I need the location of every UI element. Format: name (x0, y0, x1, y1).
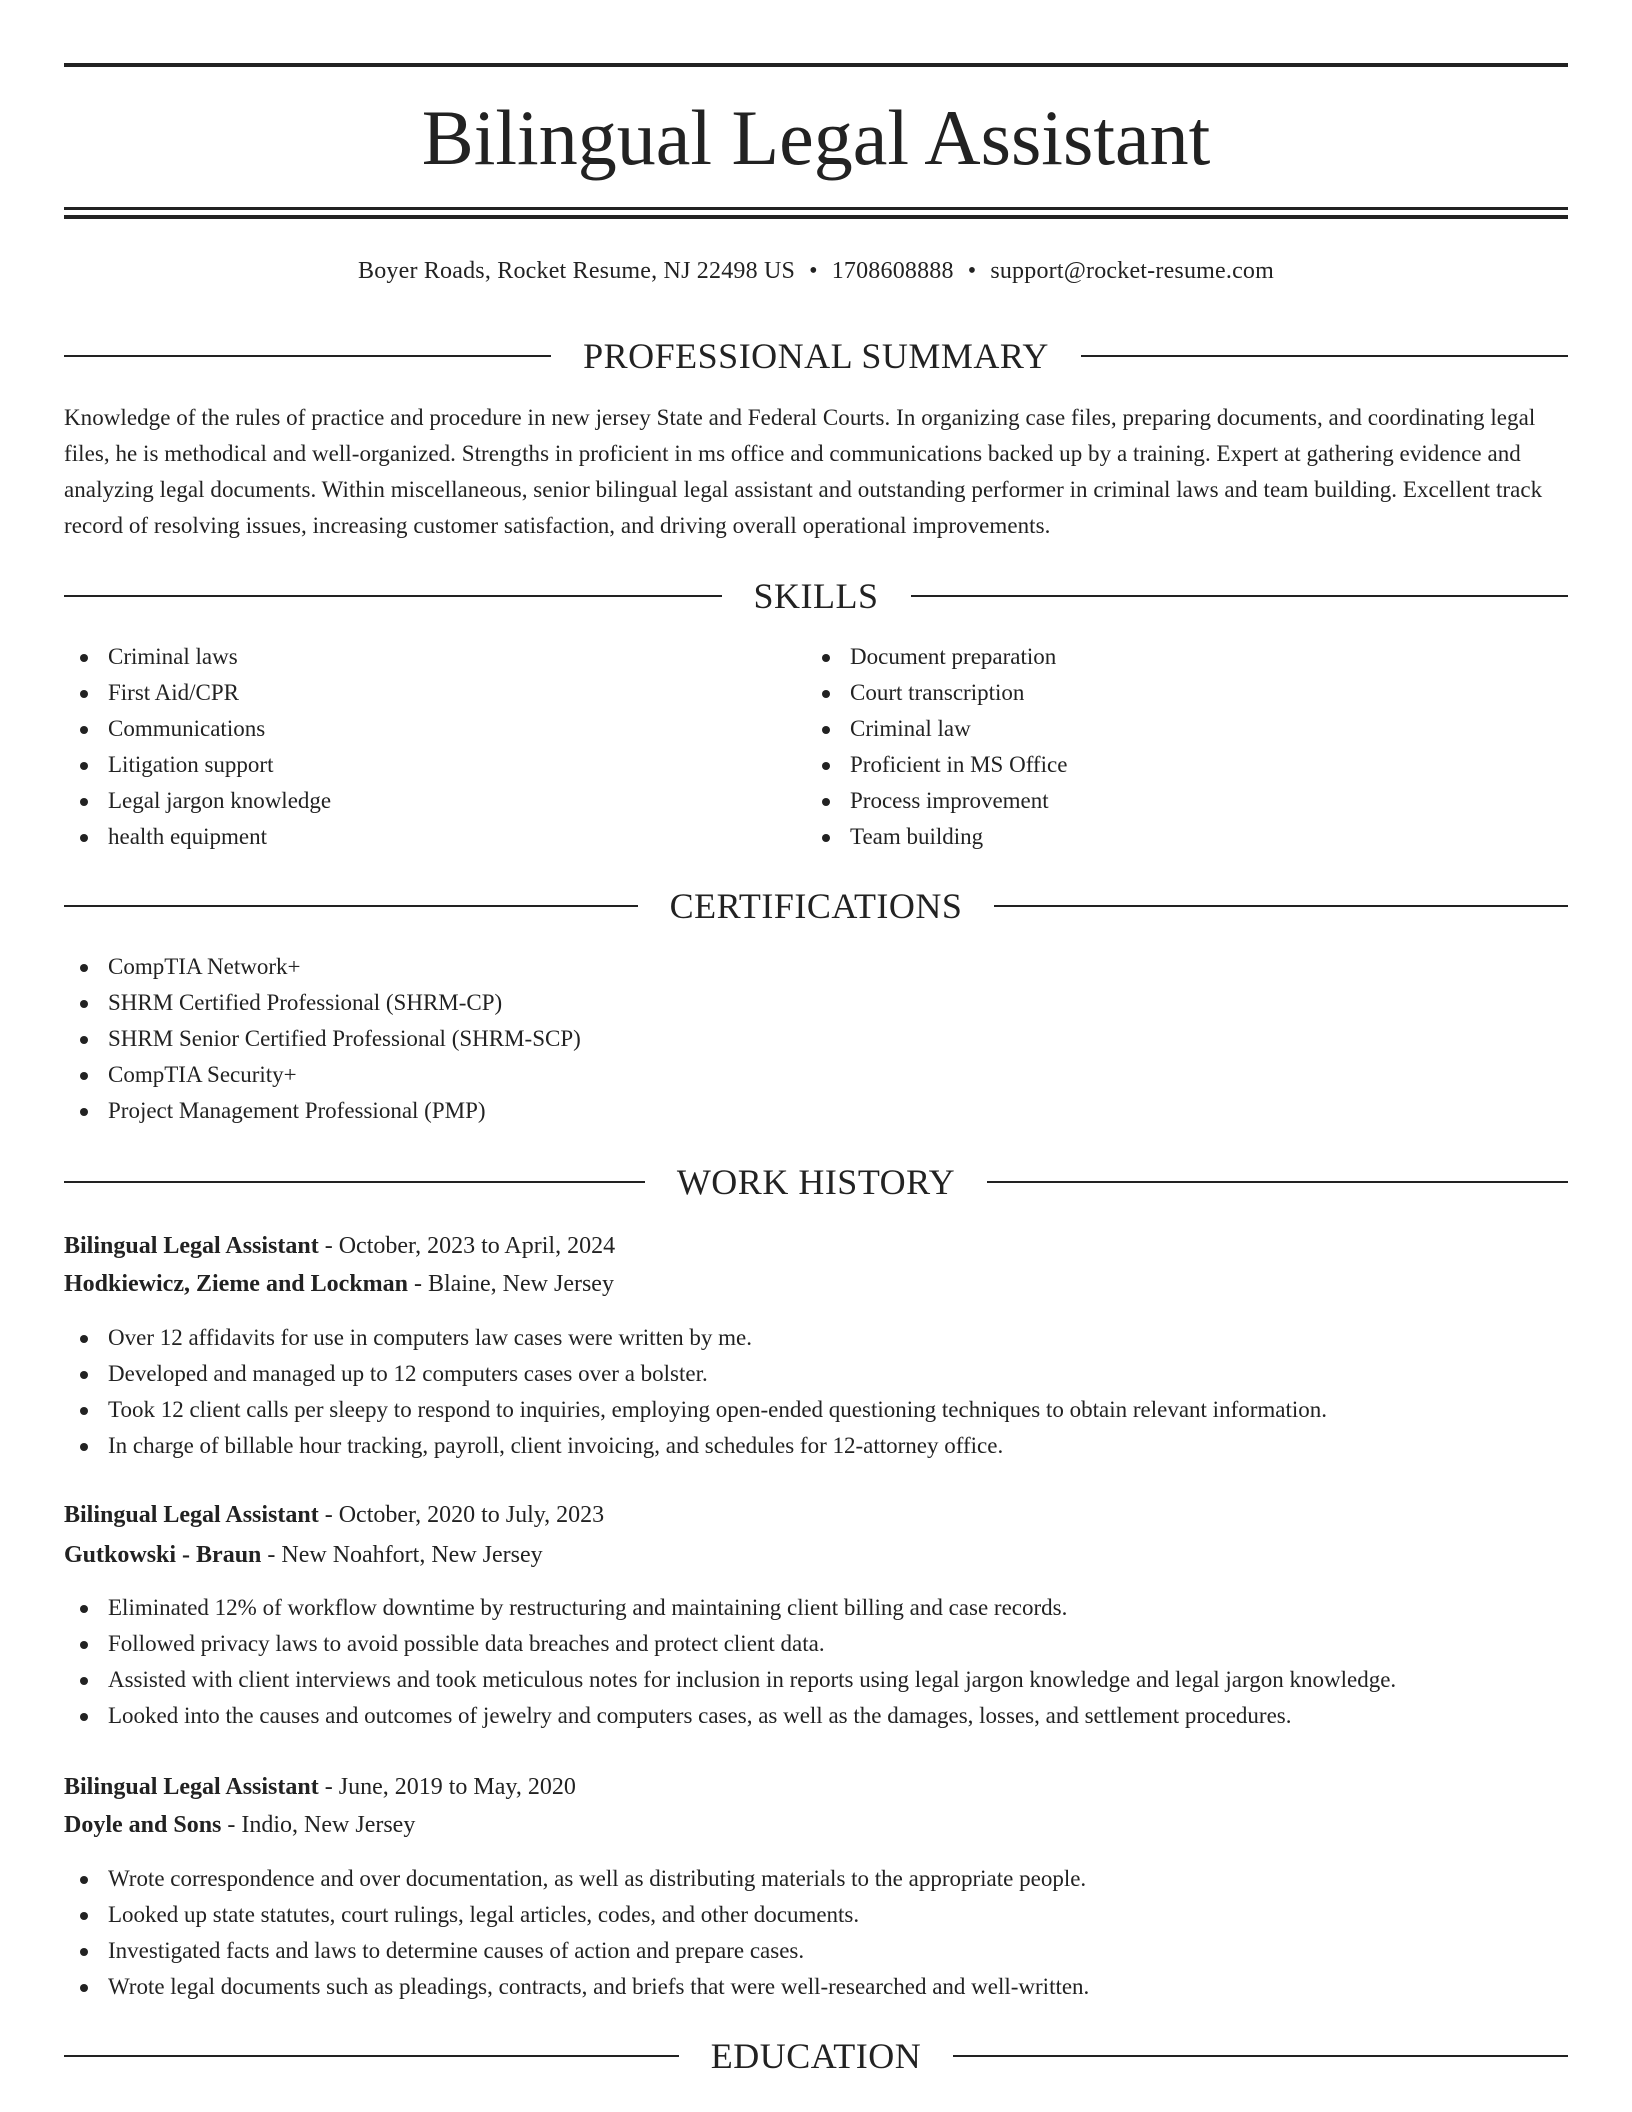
job-location: - Indio, New Jersey (221, 1812, 416, 1838)
job-bullet: Developed and managed up to 12 computers cases over a bolster. (64, 1356, 1568, 1392)
skill-item: Team building (806, 819, 1546, 855)
divider-line (64, 1181, 645, 1183)
job-company: Gutkowski - Braun (64, 1542, 262, 1568)
job-bullets (64, 1861, 1568, 2005)
contact-phone: 1708608888 (831, 258, 954, 284)
job-title: Bilingual Legal Assistant (64, 1774, 319, 1800)
job-company-line (64, 1807, 1568, 1843)
top-rule (64, 63, 1568, 67)
skill-item: Document preparation (806, 639, 1546, 675)
job-bullet: Wrote legal documents such as pleadings, contracts, and briefs that were well-researched and well-written. (64, 1969, 1568, 2005)
skill-item: health equipment (64, 819, 804, 855)
certifications-list (64, 949, 1568, 1129)
skills-list-left (64, 639, 804, 855)
skill-item: Court transcription (806, 675, 1546, 711)
job-location: - Blaine, New Jersey (408, 1271, 614, 1297)
section-header-summary (64, 334, 1568, 378)
title-double-rule-bottom (64, 215, 1568, 219)
job-dates: - October, 2023 to April, 2024 (318, 1233, 616, 1259)
section-title-certifications: CERTIFICATIONS (669, 886, 963, 926)
job-bullet: Eliminated 12% of workflow downtime by restructuring and maintaining client billing and case records. (64, 1590, 1568, 1626)
job-bullet: Took 12 client calls per sleepy to respond to inquiries, employing open-ended questioning techniques to obtain relevant information. (64, 1392, 1568, 1428)
divider-line (987, 1181, 1568, 1183)
job-bullets (64, 1590, 1568, 1734)
resume-title: Bilingual Legal Assistant (421, 94, 1211, 181)
section-header-education (64, 2034, 1568, 2078)
section-title-summary: PROFESSIONAL SUMMARY (583, 336, 1049, 376)
section-header-skills (64, 574, 1568, 618)
job-title-line (64, 1769, 1568, 1805)
job-bullet: Looked into the causes and outcomes of jewelry and computers cases, as well as the damages, losses, and settlement procedures. (64, 1698, 1568, 1734)
job-dates: - October, 2020 to July, 2023 (318, 1502, 605, 1528)
job-bullet: Investigated facts and laws to determine causes of action and prepare cases. (64, 1933, 1568, 1969)
divider-line (994, 905, 1568, 907)
job-company-line (64, 1537, 1568, 1573)
section-header-work (64, 1160, 1568, 1204)
skill-item: Communications (64, 711, 804, 747)
job-bullet: Over 12 affidavits for use in computers law cases were written by me. (64, 1320, 1568, 1356)
job-dates: - June, 2019 to May, 2020 (318, 1774, 576, 1800)
certification-item: CompTIA Network+ (64, 949, 1568, 985)
section-title-skills: SKILLS (753, 576, 879, 616)
divider-line (953, 2055, 1568, 2057)
job-title: Bilingual Legal Assistant (64, 1502, 319, 1528)
job-title-line (64, 1228, 1568, 1264)
certification-item: CompTIA Security+ (64, 1057, 1568, 1093)
job-bullet: In charge of billable hour tracking, payroll, client invoicing, and schedules for 12-attorney office. (64, 1428, 1568, 1464)
title-double-rule-top (64, 207, 1568, 210)
certification-item: Project Management Professional (PMP) (64, 1093, 1568, 1129)
skill-item: Legal jargon knowledge (64, 783, 804, 819)
skill-item: Proficient in MS Office (806, 747, 1546, 783)
skill-item: Litigation support (64, 747, 804, 783)
job-title-line (64, 1497, 1568, 1533)
contact-line (64, 254, 1568, 288)
job-bullet: Assisted with client interviews and took meticulous notes for inclusion in reports using legal jargon knowledge and legal jargon knowledge. (64, 1662, 1568, 1698)
section-title-work: WORK HISTORY (676, 1162, 956, 1202)
skill-item: Criminal laws (64, 639, 804, 675)
contact-address: Boyer Roads, Rocket Resume, NJ 22498 US (357, 258, 796, 284)
certification-item: SHRM Senior Certified Professional (SHRM-SCP) (64, 1021, 1568, 1057)
divider-line (64, 595, 722, 597)
skill-item: Criminal law (806, 711, 1546, 747)
job-bullet: Looked up state statutes, court rulings, legal articles, codes, and other documents. (64, 1897, 1568, 1933)
summary-paragraph: Knowledge of the rules of practice and procedure in new jersey State and Federal Courts. In organizing case files, preparing documents, and coordinating legal files, he is methodical and well-organized. Strengths in proficient in ms office and communications backed up by a training. Expert at gathering evidence and analyzing legal documents. Within miscellaneous, senior bilingual legal assistant and outstanding performer in criminal laws and team building. Excellent track record of resolving issues, increasing customer satisfaction, and driving overall operational improvements. (64, 405, 1543, 538)
skills-list-right (806, 639, 1546, 855)
job-bullets (64, 1320, 1568, 1464)
divider-line (1081, 355, 1568, 357)
divider-line (64, 905, 638, 907)
certification-item: SHRM Certified Professional (SHRM-CP) (64, 985, 1568, 1021)
job-company: Doyle and Sons (64, 1812, 222, 1838)
job-title: Bilingual Legal Assistant (64, 1233, 319, 1259)
job-company: Hodkiewicz, Zieme and Lockman (64, 1271, 409, 1297)
divider-line (64, 2055, 679, 2057)
contact-email: support@rocket-resume.com (990, 258, 1274, 284)
section-title-education: EDUCATION (710, 2036, 922, 2076)
divider-line (911, 595, 1569, 597)
job-bullet: Wrote correspondence and over documentation, as well as distributing materials to the appropriate people. (64, 1861, 1568, 1897)
section-header-certifications (64, 884, 1568, 928)
skill-item: Process improvement (806, 783, 1546, 819)
skill-item: First Aid/CPR (64, 675, 804, 711)
contact-separator: • (809, 258, 818, 284)
contact-separator: • (967, 258, 977, 284)
divider-line (64, 355, 551, 357)
job-bullet: Followed privacy laws to avoid possible data breaches and protect client data. (64, 1626, 1568, 1662)
job-company-line (64, 1266, 1568, 1302)
job-location: - New Noahfort, New Jersey (261, 1542, 543, 1568)
